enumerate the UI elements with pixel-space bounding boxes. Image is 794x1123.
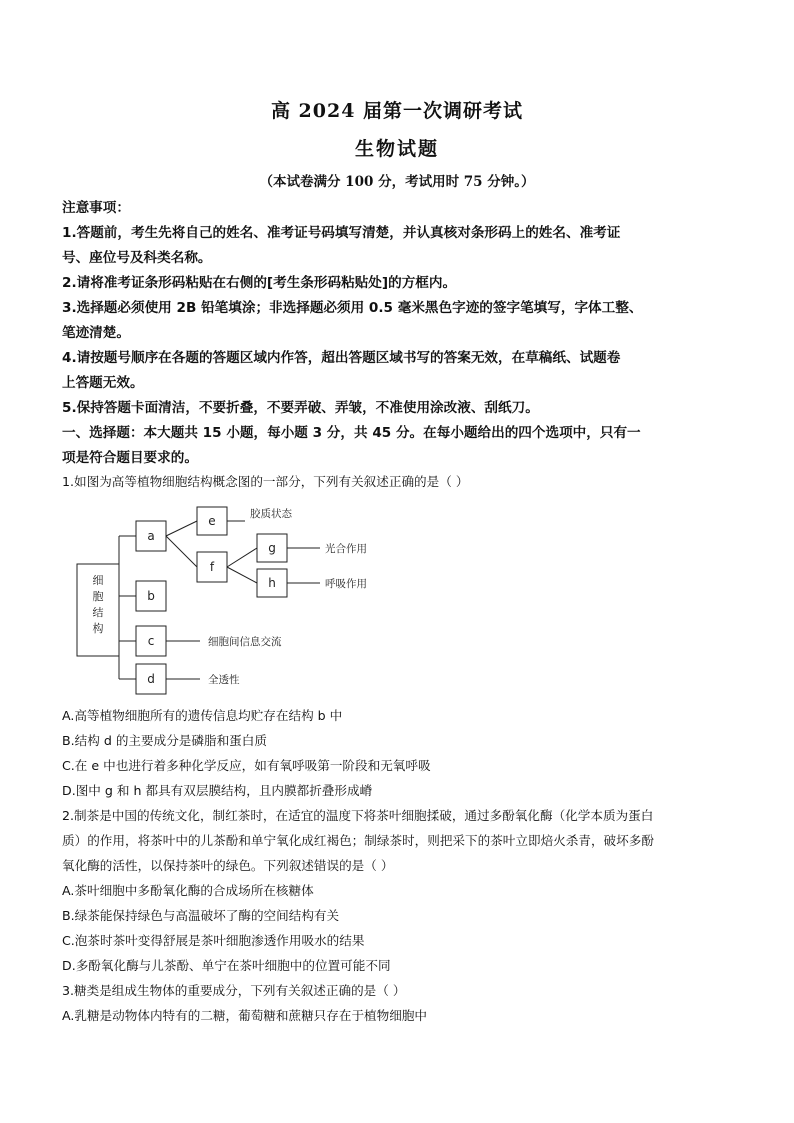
q2-stem-line-3: 氧化酶的活性，以保持茶叶的绿色。下列叙述错误的是（ ） (62, 858, 394, 873)
notice-2: 2.请将准考证条形码粘贴在右侧的[考生条形码粘贴处]的方框内。 (62, 275, 457, 291)
e-label: 胶质状态 (250, 508, 292, 520)
q1-option-c: C.在 e 中也进行着多种化学反应，如有氧呼吸第一阶段和无氧呼吸 (62, 758, 431, 773)
notice-4-line-2: 上答题无效。 (62, 375, 144, 391)
q3-option-a: A.乳糖是动物体内特有的二糖，葡萄糖和蔗糖只存在于植物细胞中 (62, 1008, 428, 1023)
notice-4-line-1: 4.请按题号顺序在各题的答题区域内作答，超出答题区域书写的答案无效，在草稿纸、试题卷 (62, 350, 621, 366)
h-label: 呼吸作用 (325, 578, 367, 590)
notice-1-line-1: 1.答题前，考生先将自己的姓名、准考证号码填写清楚，并认真核对条形码上的姓名、准考证 (62, 225, 621, 241)
node-d: d (147, 672, 155, 686)
section-heading-line-1: 一、选择题：本大题共 15 小题，每小题 3 分，共 45 分。在每小题给出的四个选项中，只有一 (62, 425, 641, 441)
node-f: f (209, 560, 215, 574)
q2-stem-line-1: 2.制茶是中国的传统文化，制红茶时，在适宜的温度下将茶叶细胞揉破，通过多酚氧化酶（化学本质为蛋白 (62, 808, 654, 823)
root-label-1: 细 (92, 574, 104, 587)
node-b: b (147, 589, 155, 603)
section-heading-line-2: 项是符合题目要求的。 (62, 450, 198, 466)
exam-note: （本试卷满分 100 分，考试用时 75 分钟。） (259, 174, 535, 190)
node-c: c (147, 634, 155, 648)
node-h: h (268, 576, 276, 590)
q1-option-a: A.高等植物细胞所有的遗传信息均贮存在结构 b 中 (62, 708, 343, 723)
q2-option-c: C.泡茶时茶叶变得舒展是茶叶细胞渗透作用吸水的结果 (62, 933, 365, 948)
cell-structure-diagram (60, 496, 420, 701)
q1-stem: 1.如图为高等植物细胞结构概念图的一部分，下列有关叙述正确的是（ ） (62, 474, 469, 489)
q1-option-d: D.图中 g 和 h 都具有双层膜结构，且内膜都折叠形成嵴 (62, 783, 373, 798)
root-label-2: 胞 (92, 590, 104, 603)
node-a: a (147, 529, 155, 543)
q2-option-d: D.多酚氧化酶与儿茶酚、单宁在茶叶细胞中的位置可能不同 (62, 958, 391, 973)
exam-title: 高 2024 届第一次调研考试 (270, 100, 524, 122)
notice-1-line-2: 号、座位号及科类名称。 (62, 250, 212, 266)
d-label: 全透性 (208, 674, 240, 686)
q2-stem-line-2: 质）的作用，将茶叶中的儿茶酚和单宁氧化成红褐色；制绿茶时，则把采下的茶叶立即焙火杀青，破坏多酚 (62, 833, 654, 848)
q2-option-b: B.绿茶能保持绿色与高温破坏了酶的空间结构有关 (62, 908, 340, 923)
q2-option-a: A.茶叶细胞中多酚氧化酶的合成场所在核糖体 (62, 883, 314, 898)
notice-3-line-2: 笔迹清楚。 (62, 325, 130, 341)
notice-5: 5.保持答题卡面清洁，不要折叠，不要弄破、弄皱，不准使用涂改液、刮纸刀。 (62, 400, 539, 416)
c-label: 细胞间信息交流 (208, 636, 282, 648)
root-label-4: 构 (92, 622, 104, 635)
q3-stem: 3.糖类是组成生物体的重要成分，下列有关叙述正确的是（ ） (62, 983, 406, 998)
q1-option-b: B.结构 d 的主要成分是磷脂和蛋白质 (62, 733, 267, 748)
subject-title: 生物试题 (354, 138, 439, 160)
g-label: 光合作用 (325, 543, 367, 555)
node-g: g (268, 541, 276, 555)
notices-heading: 注意事项： (62, 200, 130, 216)
root-label-3: 结 (92, 606, 104, 619)
notice-3-line-1: 3.选择题必须使用 2B 铅笔填涂；非选择题必须用 0.5 毫米黑色字迹的签字笔填写，字体工整、 (62, 300, 643, 316)
node-e: e (208, 514, 216, 528)
